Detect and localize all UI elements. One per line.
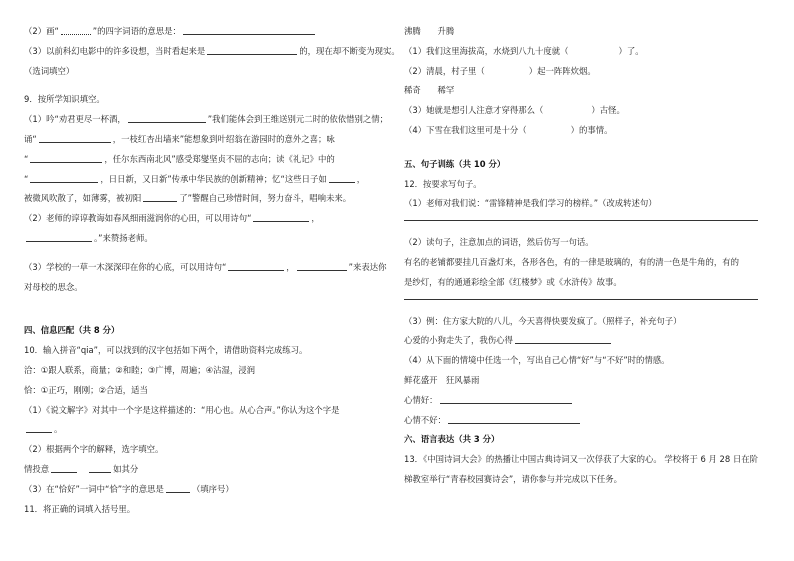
q11-1-line: （1）我们这里海拔高，水烧到八九十度就（ ）了。	[404, 45, 644, 56]
q9-1-line-b: 诵“ ，一枝红杏出墙来”能想象到叶绍翁在游园时的意外之喜；咏	[24, 133, 335, 144]
answer-blank[interactable]	[39, 133, 111, 143]
q9-3-line-b: 对母校的思念。	[24, 281, 83, 292]
answer-blank[interactable]	[440, 394, 572, 404]
q9-2-line-a: （2）老师的谆谆教诲如春风细雨滋润你的心田，可以用诗句“ ，	[24, 213, 320, 224]
q12-3-answer: 心爱的小狗走失了，我伤心得	[404, 331, 776, 351]
right-column	[404, 22, 776, 490]
q12-4-good-mood: 心情好：	[404, 391, 776, 411]
qia-definition-1: 洽：①跟人联系，商量；②和睦；③广博，周遍；④沾湿，浸润	[24, 364, 256, 375]
q13-line-a: 13．《中国诗词大会》的热播让中国古典诗词又一次俘获了大家的心。 学校将于 6 月 28 日在阶	[404, 454, 759, 465]
q12-1-line: （1）老师对我们说：“雷锋精神是我们学习的榜样。”（改成转述句）	[404, 198, 657, 209]
section-4-heading: 四、信息匹配（共 8 分）	[24, 325, 120, 336]
answer-blank[interactable]	[329, 173, 355, 183]
q12-4-words: 鲜花盛开 狂风暴雨	[404, 374, 480, 385]
q9-1-line-a: （1）吟“劝君更尽一杯酒， ”我们能体会到王维送别元二时的依依惜别之情；	[24, 114, 389, 125]
q10-2-answer: 情投意 如其分	[24, 463, 139, 474]
q12-4-bad-mood: 心情不好：	[404, 411, 776, 431]
section-5-heading: 五、句子训练（共 10 分）	[404, 158, 506, 169]
answer-blank[interactable]	[207, 45, 297, 55]
q9-1-line-e: 被微风吹散了，如薄雾，被初阳 了”警醒自己珍惜时间，努力奋斗，唱响未来。	[24, 193, 352, 204]
q10-2-line: （2）根据两个字的解释，选字填空。	[24, 444, 164, 455]
qia-definition-2: 恰：①正巧，刚刚；②合适，适当	[24, 384, 148, 395]
q8-3-line: （3）以前科幻电影中的许多设想，当时看起来是 的，现在却不断变为现实。	[24, 45, 400, 56]
answer-blank[interactable]	[89, 463, 111, 473]
left-column	[24, 22, 400, 519]
q8-3-note: （选词填空）	[24, 65, 75, 76]
q12-2-passage-a: 有名的老铺都要挂几百盏灯来，各形各色，有的一律是玻璃的，有的清一色是牛角的，有的	[404, 256, 739, 267]
answer-blank[interactable]	[143, 192, 177, 202]
q9-1-line-d: “ ，日日新，又日新”传承中华民族的创新精神；忆“这些日子如 ，	[24, 173, 366, 184]
q12-3-line: （3）例：住方家大院的八儿，今天喜得快要发疯了。（照样子，补充句子）	[404, 315, 682, 326]
answer-blank[interactable]	[61, 25, 91, 35]
answer-blank[interactable]	[26, 232, 92, 242]
q12-title: 12．按要求写句子。	[404, 178, 482, 189]
answer-blank[interactable]	[515, 334, 611, 344]
q11-2-line: （2）清晨，村子里（ ）起一阵阵炊烟。	[404, 65, 596, 76]
word-pair-2: 稀奇 稀罕	[404, 85, 455, 96]
q10-title: 10．输入拼音“qia”，可以找到的汉字包括如下两个，请借助资料完成练习。	[24, 345, 308, 356]
answer-blank[interactable]	[30, 153, 102, 163]
q8-2-line: （2）画“ ”的四字词语的意思是：	[24, 22, 376, 42]
word-pair-1: 沸腾 升腾	[404, 26, 455, 36]
answer-blank[interactable]	[183, 25, 315, 35]
q9-3-line-a: （3）学校的一草一木深深印在你的心底，可以用诗句“ ， ”来表达你	[24, 261, 387, 272]
q13-line-b: 梯教室举行“青春校园赛诗会”，请你参与并完成以下任务。	[404, 473, 623, 484]
answer-blank[interactable]	[51, 463, 77, 473]
answer-blank[interactable]	[228, 261, 284, 271]
q12-4-line: （4）从下面的情境中任选一个，写出自己心情“好”与“不好”时的情感。	[404, 355, 670, 366]
answer-line[interactable]	[404, 299, 758, 300]
answer-blank[interactable]	[448, 414, 580, 424]
q11-4-line: （4）下雪在我们这里可是十分（ ）的事情。	[404, 124, 613, 135]
q11-3-line: （3）她就是想引人注意才穿得那么（ ）古怪。	[404, 105, 625, 116]
q10-1-answer: 。	[24, 420, 376, 440]
q12-2-line: （2）读句子，注意加点的词语，然后仿写一句话。	[404, 237, 594, 248]
answer-blank[interactable]	[30, 173, 98, 183]
answer-blank[interactable]	[166, 483, 190, 493]
answer-blank[interactable]	[26, 423, 52, 433]
q9-1-line-c: “ ，任尔东西南北风”感受郑燮坚贞不屈的志向；读《礼记》中的	[24, 153, 335, 164]
answer-blank[interactable]	[297, 261, 347, 271]
q9-title: 9．按所学知识填空。	[24, 94, 105, 105]
q9-2-line-b: 。”来赞扬老师。	[24, 229, 376, 249]
q10-1-line: （1）《说文解字》对其中一个字是这样描述的：“用心也。从心合声。”你认为这个字是	[24, 404, 340, 415]
q11-title: 11．将正确的词填入括号里。	[24, 503, 136, 514]
answer-blank[interactable]	[253, 212, 309, 222]
answer-line[interactable]	[404, 220, 758, 221]
q10-3-line: （3）在“恰好”一词中“恰”字的意思是 （填序号）	[24, 483, 234, 494]
section-6-heading: 六、语言表达（共 3 分）	[404, 434, 500, 445]
answer-blank[interactable]	[128, 113, 206, 123]
q12-2-passage-b: 是纱灯，有的通通彩绘全部《红楼梦》或《水浒传》故事。	[404, 276, 622, 287]
